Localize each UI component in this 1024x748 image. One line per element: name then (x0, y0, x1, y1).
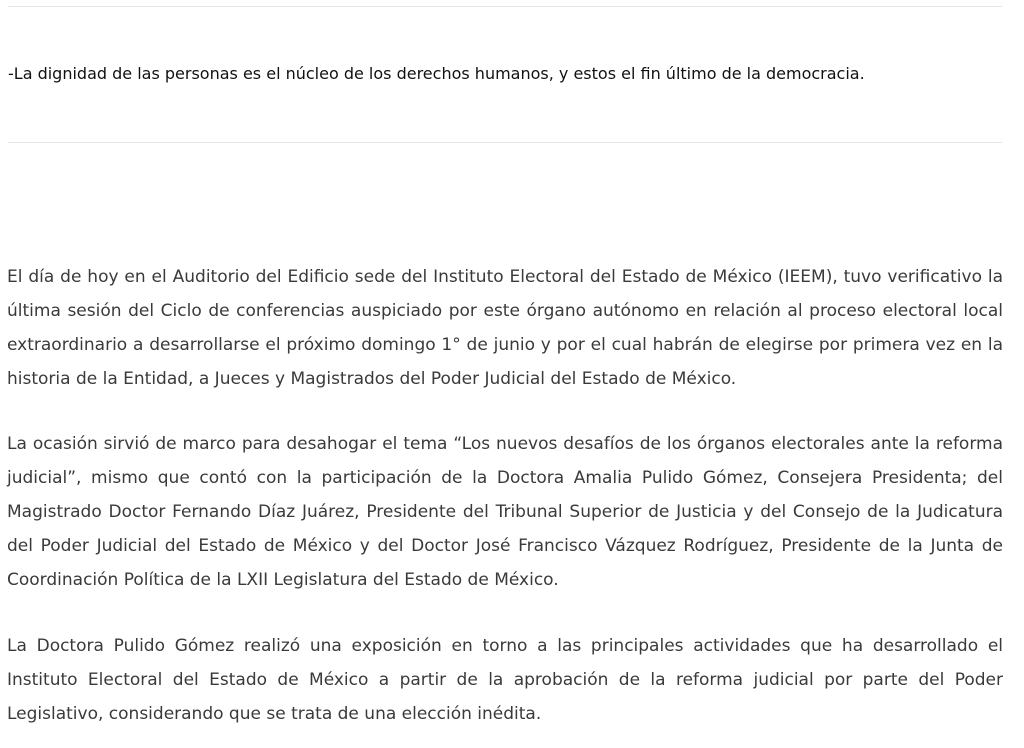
top-divider (8, 6, 1002, 7)
article-paragraph-3: La Doctora Pulido Gómez realizó una exposición en torno a las principales actividades que ha desarrollado el Instituto Electoral del Estado de México a partir de la aprobación de la reforma judicial por parte del Poder Legislativo, considerando que se trata de una elección inédita. (7, 636, 1003, 724)
article-lead: -La dignidad de las personas es el núcleo de los derechos humanos, y estos el fin último de la democracia. (8, 64, 865, 83)
lead-divider (8, 142, 1002, 143)
article-paragraph-1: El día de hoy en el Auditorio del Edificio sede del Instituto Electoral del Estado de México (IEEM), tuvo verificativo la última sesión del Ciclo de conferencias auspiciado por este órgano autónomo en relación al proceso electoral local extraordinario a desarrollarse el próximo domingo 1° de junio y por el cual habrán de elegirse por primera vez en la historia de la Entidad, a Jueces y Magistrados del Poder Judicial del Estado de México. (7, 267, 1003, 389)
article-paragraph-2: La ocasión sirvió de marco para desahogar el tema “Los nuevos desafíos de los órganos electorales ante la reforma judicial”, mismo que contó con la participación de la Doctora Amalia Pulido Gómez, Consejera Presidenta; del Magistrado Doctor Fernando Díaz Juárez, Presidente del Tribunal Superior de Justicia y del Consejo de la Judicatura del Poder Judicial del Estado de México y del Doctor José Francisco Vázquez Rodríguez, Presidente de la Junta de Coordinación Política de la LXII Legislatura del Estado de México. (7, 434, 1003, 590)
